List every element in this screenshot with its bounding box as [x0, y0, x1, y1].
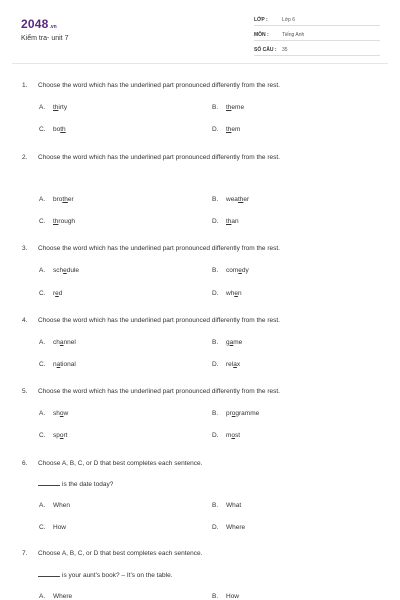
- option-b[interactable]: [212, 502, 241, 509]
- option-letter: C.: [39, 290, 46, 297]
- option-text: st: [235, 432, 241, 439]
- option-letter: A.: [39, 593, 46, 600]
- question-number: 1.: [22, 82, 28, 89]
- question-prompt: [22, 550, 202, 557]
- option-text: n: [53, 361, 57, 368]
- info-label: SỐ CÂU :: [254, 47, 277, 53]
- option-underlined: a: [233, 361, 237, 368]
- sentence-text: is your aunt's book? – It's on the table.: [62, 572, 173, 579]
- option-underlined: e: [63, 267, 67, 274]
- option-c[interactable]: [39, 126, 66, 133]
- option-b[interactable]: [212, 410, 259, 417]
- question-number: 2.: [22, 154, 28, 161]
- answer-blank: [38, 571, 60, 577]
- option-letter: B.: [212, 196, 219, 203]
- question-text: Choose the word which has the underlined part pronounced differently from the rest.: [38, 245, 280, 252]
- option-c[interactable]: [39, 524, 66, 531]
- option-c[interactable]: [39, 432, 67, 439]
- option-a[interactable]: [39, 502, 70, 509]
- question-text: Choose the word which has the underlined part pronounced differently from the rest.: [38, 154, 280, 161]
- option-text: How: [53, 524, 67, 531]
- option-letter: B.: [212, 593, 219, 600]
- option-text: w: [63, 410, 69, 417]
- option-b[interactable]: [212, 593, 239, 600]
- question-text: Choose A, B, C, or D that best completes each sentence.: [38, 550, 203, 557]
- option-b[interactable]: [212, 339, 242, 346]
- option-text: gramme: [235, 410, 260, 417]
- option-text: m: [226, 432, 232, 439]
- question-prompt: [22, 460, 202, 467]
- option-letter: D.: [212, 524, 219, 531]
- option-text: er: [243, 196, 250, 203]
- option-text: com: [226, 267, 239, 274]
- option-text: bo: [53, 126, 61, 133]
- option-letter: A.: [39, 339, 46, 346]
- question-text: Choose A, B, C, or D that best completes each sentence.: [38, 460, 203, 467]
- option-underlined: e: [55, 290, 59, 297]
- option-text: r: [53, 290, 56, 297]
- option-underlined: th: [53, 218, 59, 225]
- option-underlined: th: [226, 218, 232, 225]
- question-number: 6.: [22, 460, 28, 467]
- option-text: What: [226, 502, 242, 509]
- brand-logo: [21, 17, 57, 31]
- option-text: rough: [58, 218, 76, 225]
- option-text: sp: [53, 432, 60, 439]
- option-a[interactable]: [39, 196, 74, 203]
- option-letter: B.: [212, 410, 219, 417]
- option-text: pr: [226, 410, 232, 417]
- option-text: d: [58, 290, 63, 297]
- option-letter: D.: [212, 290, 219, 297]
- option-underlined: th: [226, 104, 232, 111]
- option-underlined: a: [56, 361, 61, 368]
- option-text: n: [237, 290, 242, 297]
- option-a[interactable]: [39, 410, 68, 417]
- option-c[interactable]: [39, 218, 75, 225]
- option-letter: B.: [212, 104, 219, 111]
- option-underlined: e: [238, 267, 242, 274]
- info-row-class: [254, 15, 380, 26]
- option-text: x: [236, 361, 241, 368]
- option-d[interactable]: [212, 361, 240, 368]
- info-label: LỚP :: [254, 17, 268, 23]
- option-underlined: o: [59, 410, 64, 417]
- option-letter: A.: [39, 410, 46, 417]
- option-text: eme: [231, 104, 245, 111]
- question-prompt: [22, 317, 280, 324]
- option-text: er: [67, 196, 74, 203]
- option-underlined: th: [237, 196, 244, 203]
- option-underlined: th: [53, 104, 59, 111]
- option-text: sh: [53, 410, 60, 417]
- option-a[interactable]: [39, 339, 76, 346]
- option-letter: C.: [39, 524, 46, 531]
- option-text: sch: [53, 267, 64, 274]
- exam-title: Kiểm tra- unit 7: [21, 35, 69, 42]
- option-text: rel: [226, 361, 234, 368]
- option-letter: A.: [39, 104, 46, 111]
- option-letter: B.: [212, 339, 219, 346]
- option-letter: C.: [39, 432, 46, 439]
- option-letter: D.: [212, 218, 219, 225]
- option-a[interactable]: [39, 593, 72, 600]
- option-a[interactable]: [39, 104, 67, 111]
- question-prompt: [22, 154, 280, 161]
- option-text: me: [233, 339, 243, 346]
- option-text: an: [231, 218, 239, 225]
- option-letter: D.: [212, 432, 219, 439]
- option-text: Where: [53, 593, 73, 600]
- option-text: dy: [241, 267, 249, 274]
- sentence-text: is the date today?: [62, 481, 114, 488]
- option-text: bro: [53, 196, 63, 203]
- option-d[interactable]: [212, 290, 242, 297]
- option-underlined: a: [229, 339, 234, 346]
- option-text: nnel: [63, 339, 76, 346]
- option-text: When: [53, 502, 70, 509]
- option-letter: C.: [39, 218, 46, 225]
- option-underlined: th: [62, 196, 68, 203]
- option-underlined: e: [234, 290, 238, 297]
- option-text: Where: [226, 524, 246, 531]
- info-value: Lớp 6: [282, 17, 296, 23]
- option-letter: A.: [39, 502, 46, 509]
- header-divider: [12, 63, 388, 64]
- option-letter: B.: [212, 502, 219, 509]
- option-b[interactable]: [212, 196, 249, 203]
- option-text: g: [226, 339, 230, 346]
- option-text: tional: [60, 361, 76, 368]
- option-text: dule: [66, 267, 80, 274]
- option-c[interactable]: [39, 290, 62, 297]
- option-underlined: th: [60, 126, 66, 133]
- option-text: irty: [58, 104, 68, 111]
- info-row-subject: [254, 30, 380, 41]
- option-b[interactable]: [212, 267, 249, 274]
- option-letter: D.: [212, 361, 219, 368]
- info-value: Tiếng Anh: [282, 32, 305, 38]
- brand-suffix: .vn: [49, 24, 57, 30]
- question-prompt: [22, 82, 280, 89]
- fill-in-sentence: [38, 480, 113, 488]
- option-d[interactable]: [212, 432, 240, 439]
- question-number: 5.: [22, 388, 28, 395]
- option-underlined: a: [59, 339, 64, 346]
- question-number: 3.: [22, 245, 28, 252]
- question-number: 7.: [22, 550, 28, 557]
- question-prompt: [22, 388, 280, 395]
- question-prompt: [22, 245, 280, 252]
- option-a[interactable]: [39, 267, 79, 274]
- option-text: em: [231, 126, 241, 133]
- option-letter: A.: [39, 196, 46, 203]
- question-number: 4.: [22, 317, 28, 324]
- info-label: MÔN :: [254, 32, 269, 38]
- option-b[interactable]: [212, 104, 244, 111]
- option-letter: C.: [39, 126, 46, 133]
- option-text: wh: [226, 290, 235, 297]
- option-underlined: o: [59, 432, 64, 439]
- option-text: ch: [53, 339, 60, 346]
- info-value: 35: [282, 47, 288, 53]
- option-text: rt: [63, 432, 68, 439]
- option-underlined: th: [226, 126, 232, 133]
- option-letter: A.: [39, 267, 46, 274]
- option-text: How: [226, 593, 240, 600]
- option-text: wea: [226, 196, 238, 203]
- question-text: Choose the word which has the underlined part pronounced differently from the rest.: [38, 317, 280, 324]
- question-text: Choose the word which has the underlined part pronounced differently from the rest.: [38, 388, 280, 395]
- option-underlined: o: [231, 410, 236, 417]
- option-d[interactable]: [212, 524, 245, 531]
- fill-in-sentence: [38, 571, 173, 579]
- option-c[interactable]: [39, 361, 76, 368]
- info-row-question-count: [254, 45, 380, 56]
- brand-name: 2048: [21, 17, 49, 31]
- option-letter: B.: [212, 267, 219, 274]
- option-letter: D.: [212, 126, 219, 133]
- answer-blank: [38, 480, 60, 486]
- option-d[interactable]: [212, 218, 239, 225]
- option-underlined: o: [231, 432, 236, 439]
- option-letter: C.: [39, 361, 46, 368]
- question-text: Choose the word which has the underlined part pronounced differently from the rest.: [38, 82, 280, 89]
- option-d[interactable]: [212, 126, 240, 133]
